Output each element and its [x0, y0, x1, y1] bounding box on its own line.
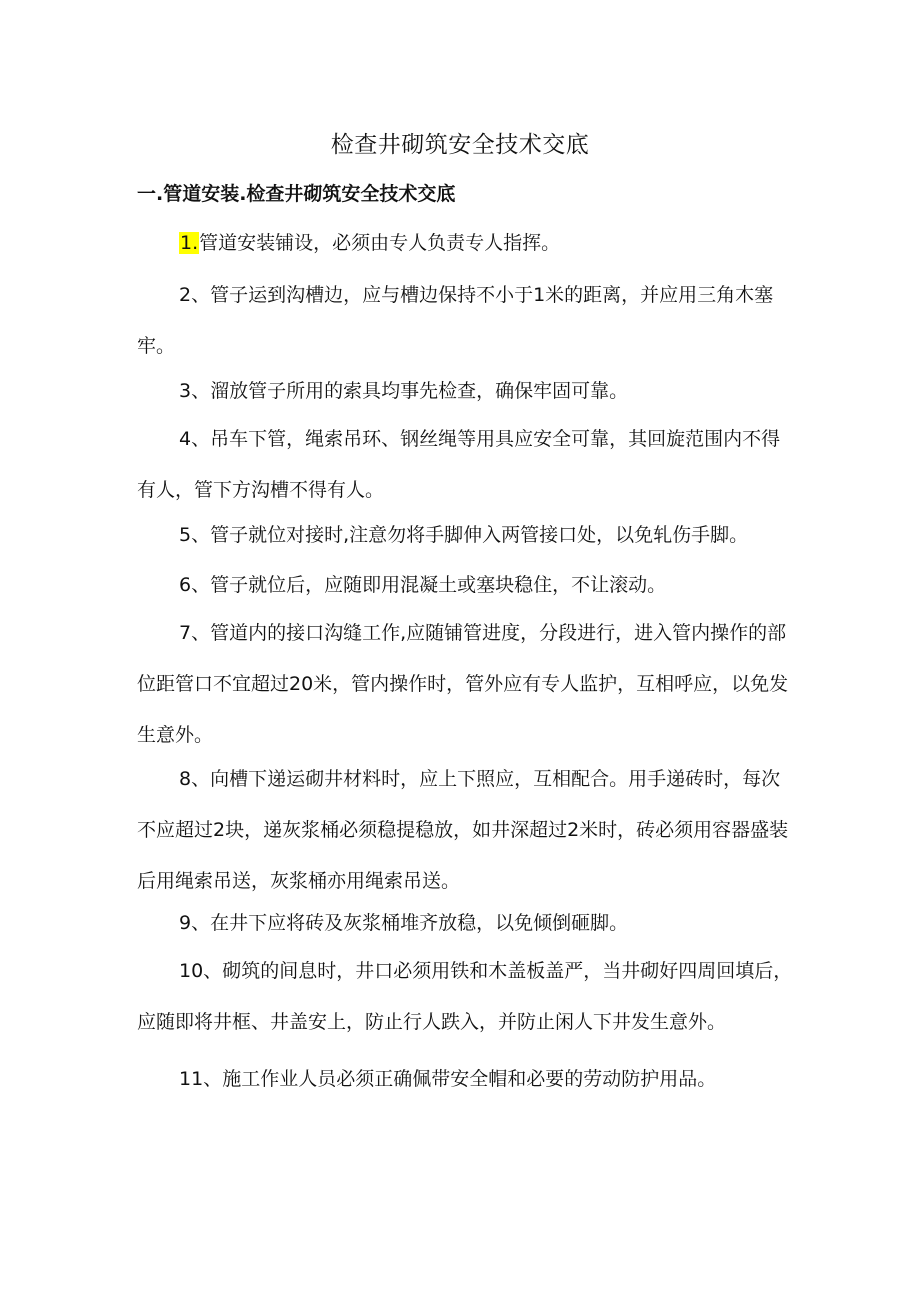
item-number: 6、	[179, 574, 211, 596]
section-heading: 一.管道安装.检查井砌筑安全技术交底	[137, 183, 456, 205]
item-text: 在井下应将砖及灰浆桶堆齐放稳，以免倾倒砸脚。	[210, 912, 629, 934]
item-number: 7、	[179, 622, 211, 644]
item-number: 2、	[179, 284, 211, 306]
list-item	[137, 218, 797, 269]
list-item	[137, 1054, 797, 1105]
item-number: 10、	[179, 960, 223, 982]
item-number: 11、	[179, 1068, 223, 1090]
list-item	[137, 946, 797, 1048]
list-item	[137, 414, 797, 516]
item-number: 4、	[179, 428, 211, 450]
item-text: 管子运到沟槽边，应与槽边保持不小于1米的距离，并应用三角木塞牢。	[137, 284, 774, 357]
item-text: 管道安装铺设，必须由专人负责专人指挥。	[199, 232, 561, 254]
item-text: 管子就位后，应随即用混凝土或塞块稳住，不让滚动。	[210, 574, 667, 596]
item-text: 砌筑的间息时，井口必须用铁和木盖板盖严，当井砌好四周回填后，应随即将井框、井盖安上，防止行人跌入，并防止闲人下井发生意外。	[137, 960, 793, 1033]
item-text: 施工作业人员必须正确佩带安全帽和必要的劳动防护用品。	[222, 1068, 717, 1090]
item-number: 9、	[179, 912, 211, 934]
item-text: 管道内的接口沟缝工作,应随铺管进度，分段进行，进入管内操作的部位距管口不宜超过20米，管内操作时，管外应有专人监护，互相呼应，以免发生意外。	[137, 622, 789, 746]
item-number: 1.	[180, 232, 199, 254]
item-number: 3、	[179, 380, 211, 402]
item-text: 吊车下管，绳索吊环、钢丝绳等用具应安全可靠，其回旋范围内不得有人，管下方沟槽不得有人。	[137, 428, 781, 501]
item-number: 8、	[179, 768, 211, 790]
list-item	[137, 366, 797, 417]
list-item	[137, 560, 797, 611]
list-item	[137, 510, 797, 561]
list-item	[137, 898, 797, 949]
document-title: 检查井砌筑安全技术交底	[330, 132, 590, 158]
item-text: 向槽下递运砌井材料时，应上下照应，互相配合。用手递砖时，每次不应超过2块，递灰浆桶必须稳提稳放，如井深超过2米时，砖必须用容器盛装后用绳索吊送，灰浆桶亦用绳索吊送。	[137, 768, 789, 892]
item-text: 溜放管子所用的索具均事先检查，确保牢固可靠。	[210, 380, 629, 402]
item-text: 管子就位对接时,注意勿将手脚伸入两管接口处，以免轧伤手脚。	[210, 524, 749, 546]
list-item	[137, 608, 797, 761]
item-number: 5、	[179, 524, 211, 546]
list-item	[137, 754, 797, 907]
list-item	[137, 270, 797, 372]
